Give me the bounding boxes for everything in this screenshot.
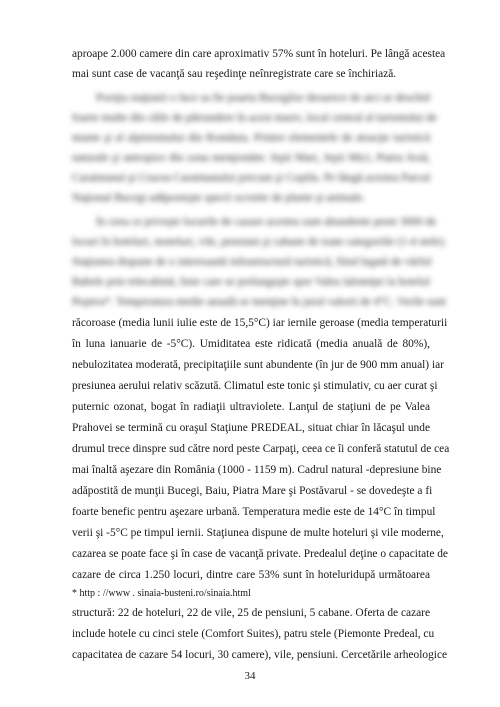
text-line: drumul trece dinspre sud către nord peste Carpaţi, ceea ce îi conferă statutul de cea [72, 443, 450, 455]
text-line: foarte benefic pentru aşezare urbană. Temperatura medie este de 14°C în timpul [72, 506, 436, 518]
text-line: răcoroase (media lunii iulie este de 15,5°C) iar iernile geroase (media temperaturii [72, 317, 448, 329]
text-line: capacitatea de cazare 54 locuri, 30 camere), vile, pensiuni. Cercetările arheologice [72, 649, 448, 661]
text-line: Peştera*. Temperatura medie anuală se menţine în jurul valorii de 4°C. Verile sunt [72, 296, 447, 308]
text-line: Prahovei se termină cu oraşul Staţiune PREDEAL, situat chiar în lăcaşul unde [72, 422, 430, 434]
text-line: verii şi -5°C pe timpul iernii. Staţiunea dispune de multe hoteluri şi vile moderne, [72, 527, 444, 539]
text-line: include hotele cu cinci stele (Comfort Suites), patru stele (Piemonte Predeal, cu [72, 628, 435, 640]
text-line: Staţiunea dispune de o interesantă infrastructură turistică, fiind legată de vârful [72, 256, 432, 268]
text-line: presiunea aerului relativ scăzută. Climatul este tonic şi stimulativ, cu aer curat şi [72, 380, 438, 392]
text-line: structură: 22 de hoteluri, 22 de vile, 25 de pensiuni, 5 cabane. Oferta de cazare [72, 607, 431, 619]
text-line: în luna ianuarie de -5°C). Umiditatea este ridicată (media anuală de 80%), [72, 338, 430, 350]
text-line: aproape 2.000 camere din care aproximativ 57% sunt în hoteluri. Pe lângă acestea [72, 48, 446, 60]
text-line: munte şi al alpinismului din România. Printre elementele de atracţie turistică [72, 132, 430, 144]
text-line: Babele prin telecabină, linie care se prelungeşte spre Valea Ialomiţei la hotelul [72, 276, 430, 288]
text-line: Caraimanul şi Crucea Caraimanului precum şi Coştila. Pe lângă acestea Parcul [72, 172, 431, 184]
text-line: mai sunt case de vacanţă sau reşedinţe neînregistrate care se închiriază. [72, 68, 397, 80]
text-line: Poziţia staţiunii o face sa fie poarta Bucegilor deoarece de aici se deschid [96, 92, 430, 104]
text-line: Naţional Bucegi adăposteşte specii ocrotite de plante şi animale. [72, 192, 366, 204]
text-line: adăpostită de munţii Bucegi, Baiu, Piatra Mare şi Postăvarul - se dovedeşte a fi [72, 485, 433, 497]
text-line: cazarea se poate face şi în case de vacanţă private. Predealul deţine o capacitate de [72, 548, 448, 560]
text-line: foarte multe din căile de pătrundere în acest masiv, local central al turismului de [72, 112, 437, 124]
footnote: * http : //www . sinaia-busteni.ro/sinaia.html [72, 588, 251, 598]
text-line: locuri în hoteluri, moteluri, vile, pensiuni şi cabane de toate categoriile (1-4 stele). [72, 236, 447, 248]
text-line: cazare de circa 1.250 locuri, dintre care 53% sunt în hoteluridupă următoarea [72, 569, 430, 581]
text-line: nebulozitatea moderată, precipitaţiile sunt abundente (în jur de 900 mm anual) iar [72, 359, 444, 371]
text-line: În ceea ce priveşte locurile de cazare acestea sunt abundente peste 3000 de [96, 216, 437, 228]
text-line: mai înaltă aşezare din România (1000 - 1159 m). Cadrul natural -depresiune bine [72, 464, 442, 476]
page-number: 34 [244, 670, 256, 682]
text-line: puternic ozonat, bogat în radiaţii ultraviolete. Lanţul de staţiuni de pe Valea [72, 401, 430, 413]
text-line: naturale şi antropice din zona menţionăm: Jepii Mari, Jepii Mici, Piatra Arsă, [72, 152, 430, 164]
